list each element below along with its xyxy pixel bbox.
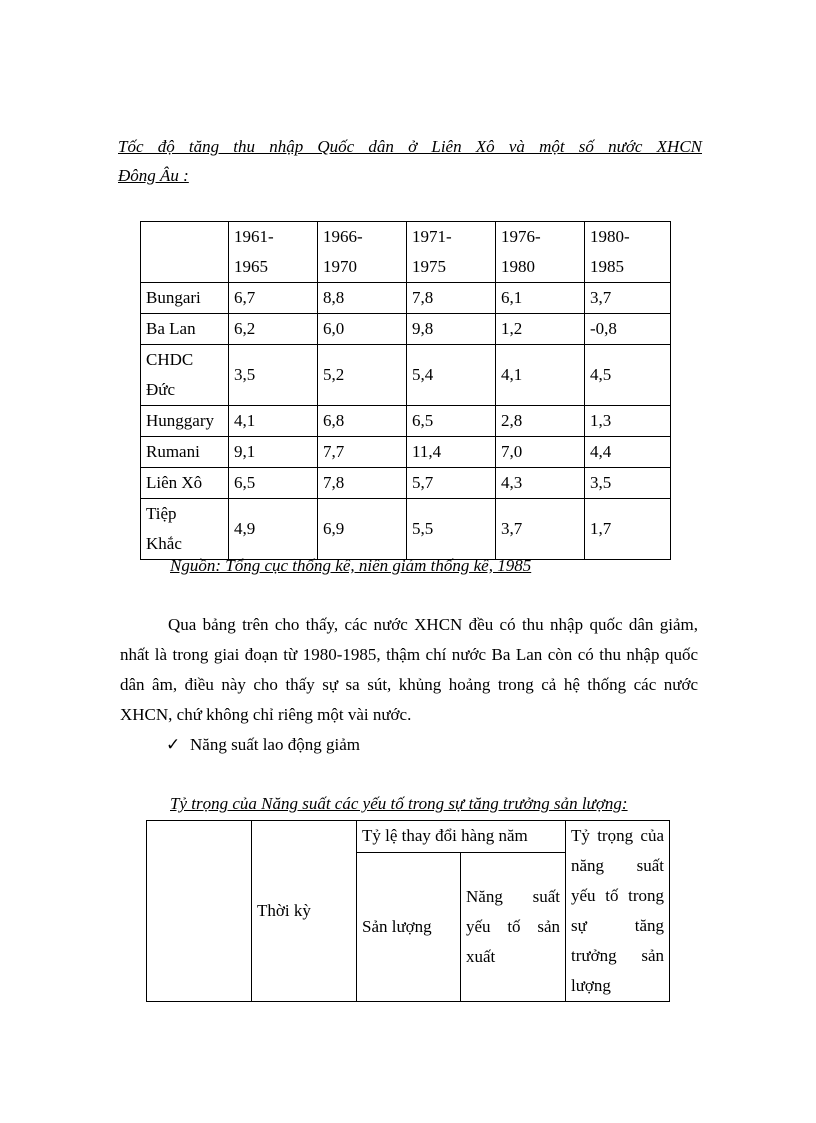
value-cell: 4,5	[585, 345, 671, 406]
table1-header-cell: 1966- 1970	[318, 222, 407, 283]
value-cell: 3,7	[496, 499, 585, 560]
table2-empty-cell	[147, 821, 252, 1002]
country-cell: Tiệp Khắc	[141, 499, 229, 560]
value-cell: 4,1	[496, 345, 585, 406]
bullet-item	[166, 730, 360, 760]
table1-corner-cell	[141, 222, 229, 283]
annual-change-header: Tỷ lệ thay đổi hàng năm	[357, 821, 566, 853]
table1-header-cell: 1976- 1980	[496, 222, 585, 283]
value-cell: 6,1	[496, 283, 585, 314]
value-cell: 7,8	[318, 468, 407, 499]
table1-caption-line1: Tốc độ tăng thu nhập Quốc dân ở Liên Xô và một số nước XHCN	[118, 137, 702, 156]
value-cell: 7,7	[318, 437, 407, 468]
value-cell: 5,7	[407, 468, 496, 499]
table1-header-row	[141, 222, 671, 283]
value-cell: 8,8	[318, 283, 407, 314]
factor-productivity-header: Năng suất yếu tố sản xuất	[461, 852, 566, 1001]
table1-header-cell: 1980- 1985	[585, 222, 671, 283]
value-cell: 6,8	[318, 406, 407, 437]
value-cell: 3,5	[585, 468, 671, 499]
national-income-table	[140, 221, 671, 560]
value-cell: 1,3	[585, 406, 671, 437]
value-cell: 6,2	[229, 314, 318, 345]
value-cell: 9,1	[229, 437, 318, 468]
table-row	[141, 345, 671, 406]
table-row	[141, 283, 671, 314]
country-cell: Liên Xô	[141, 468, 229, 499]
value-cell: 9,8	[407, 314, 496, 345]
value-cell: 6,0	[318, 314, 407, 345]
value-cell: 5,2	[318, 345, 407, 406]
bullet-text: Năng suất lao động giảm	[190, 735, 360, 754]
value-cell: 4,9	[229, 499, 318, 560]
value-cell: 6,7	[229, 283, 318, 314]
value-cell: 6,5	[229, 468, 318, 499]
value-cell: 6,9	[318, 499, 407, 560]
value-cell: 4,1	[229, 406, 318, 437]
value-cell: 4,4	[585, 437, 671, 468]
table-row	[141, 437, 671, 468]
value-cell: 7,8	[407, 283, 496, 314]
table1-source-note: Nguồn: Tổng cục thống kê, niên giám thống kê, 1985	[170, 556, 532, 575]
table1-caption	[118, 132, 702, 190]
body-paragraph: Qua bảng trên cho thấy, các nước XHCN đều có thu nhập quốc dân giảm, nhất là trong giai đoạn từ 1980-1985, thậm chí nước Ba Lan còn có thu nhập quốc dân âm, điều này cho thấy sự sa sút, khủng hoảng trong cả hệ thống các nước XHCN, chứ không chỉ riêng một vài nước.	[120, 615, 698, 724]
factor-productivity-table	[146, 820, 670, 1002]
value-cell: 1,2	[496, 314, 585, 345]
value-cell: 1,7	[585, 499, 671, 560]
value-cell: 11,4	[407, 437, 496, 468]
value-cell: -0,8	[585, 314, 671, 345]
table1-header-cell: 1961- 1965	[229, 222, 318, 283]
table1-header-cell: 1971- 1975	[407, 222, 496, 283]
country-cell: Ba Lan	[141, 314, 229, 345]
value-cell: 6,5	[407, 406, 496, 437]
country-cell: Hunggary	[141, 406, 229, 437]
checkmark-icon: ✓	[166, 735, 181, 754]
table-row	[141, 468, 671, 499]
country-cell: Bungari	[141, 283, 229, 314]
share-header: Tỷ trọng của năng suất yếu tố trong sự tăng trưởng sản lượng	[566, 821, 670, 1002]
value-cell: 2,8	[496, 406, 585, 437]
table1-caption-line2: Đông Âu :	[118, 166, 189, 185]
table-row	[141, 314, 671, 345]
value-cell: 7,0	[496, 437, 585, 468]
table-row	[141, 406, 671, 437]
table2-caption: Tỷ trọng của Năng suất các yếu tố trong sự tăng trưởng sản lượng:	[170, 794, 628, 813]
period-header: Thời kỳ	[252, 821, 357, 1002]
output-header: Sản lượng	[357, 852, 461, 1001]
country-cell: Rumani	[141, 437, 229, 468]
value-cell: 3,7	[585, 283, 671, 314]
value-cell: 3,5	[229, 345, 318, 406]
country-cell: CHDC Đức	[141, 345, 229, 406]
value-cell: 5,4	[407, 345, 496, 406]
table2-header-row-1	[147, 821, 670, 853]
table-row	[141, 499, 671, 560]
value-cell: 5,5	[407, 499, 496, 560]
value-cell: 4,3	[496, 468, 585, 499]
